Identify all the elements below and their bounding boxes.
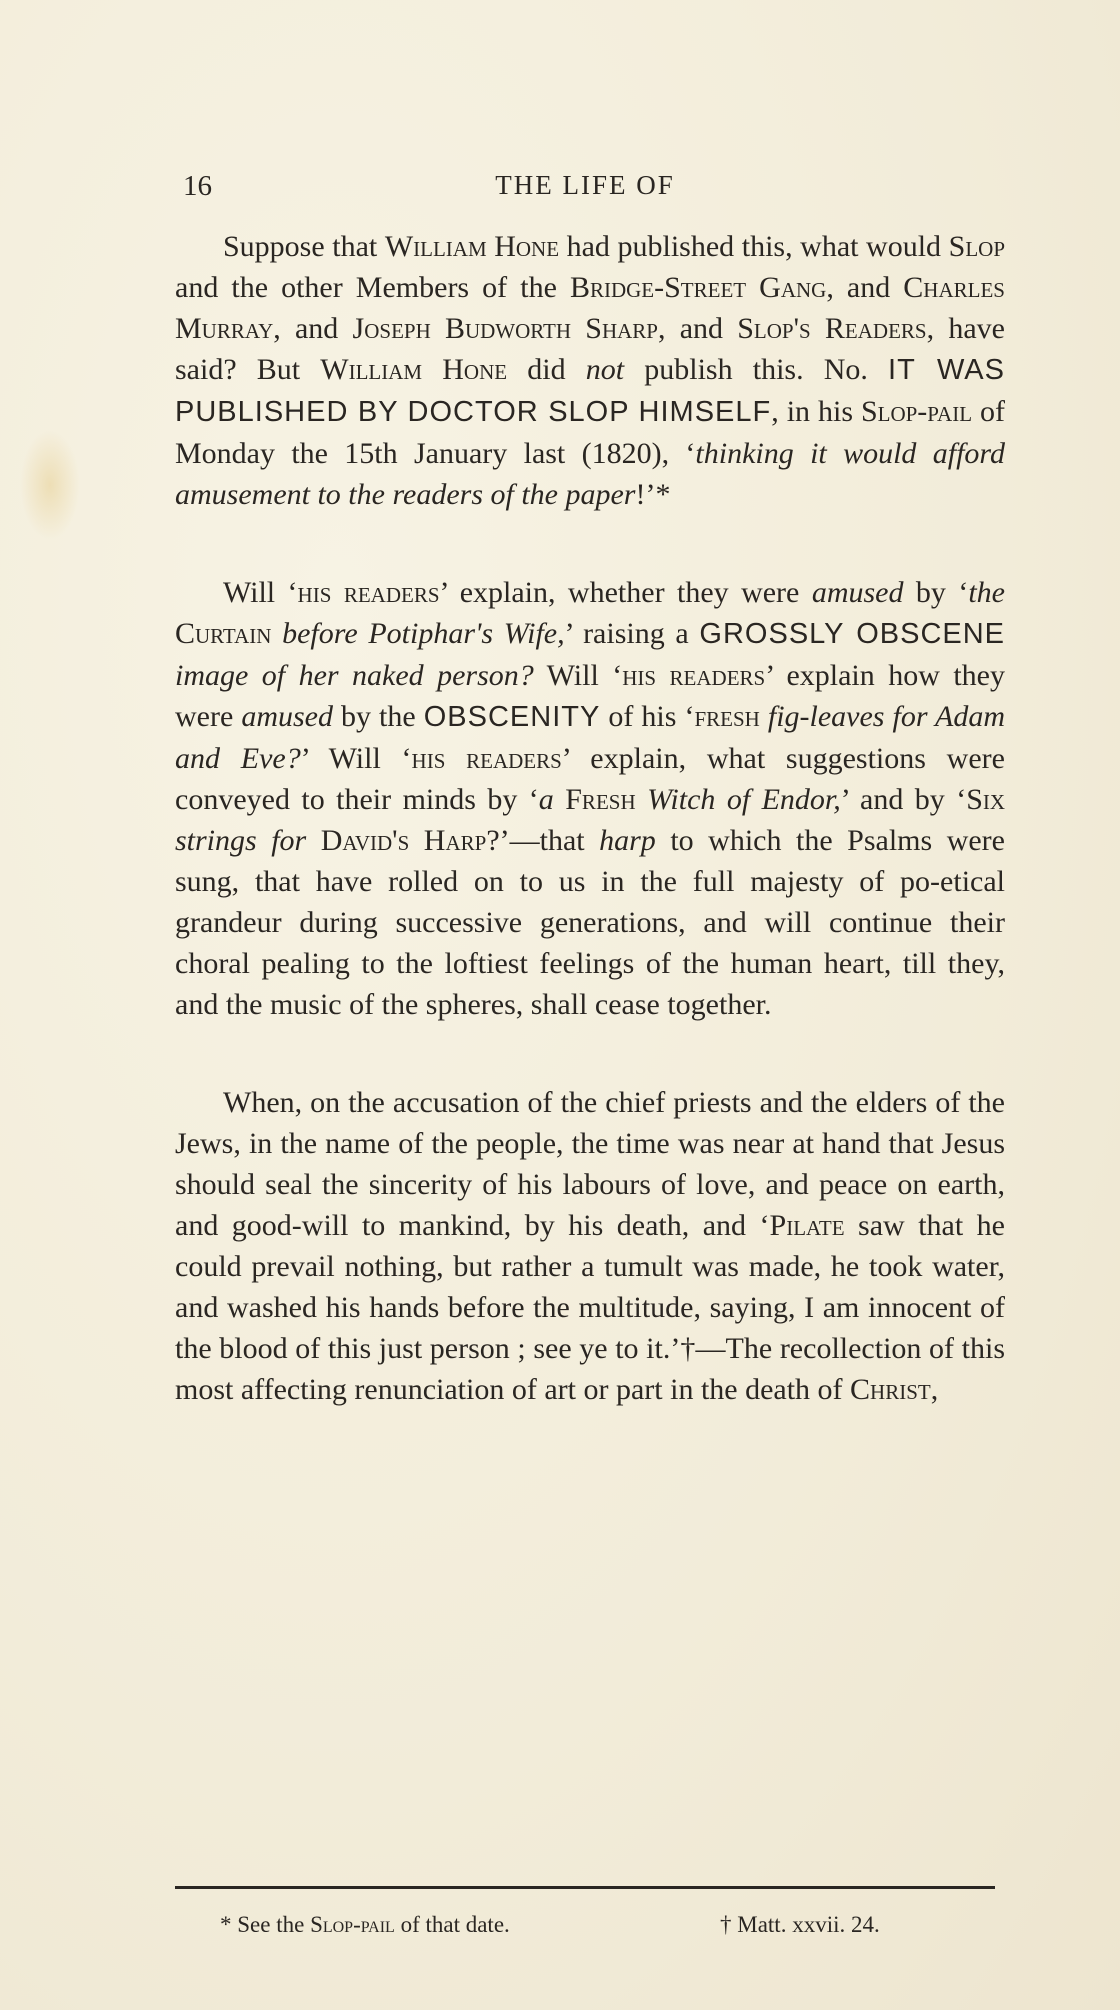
text	[271, 617, 282, 650]
emphasis: harp	[599, 824, 656, 857]
text: ’ explain, whether they were	[439, 576, 812, 609]
emphasis: Witch of Endor,	[647, 783, 841, 816]
text: saw that he could prevail nothing, but rather a tumult was made, he took water, and washed his hands before the multitude, saying, I am innocent of the blood of this just person ; see ye to it.’†—The recollection of this most affecting renunciation of art or part in the death of	[175, 1209, 1005, 1406]
text: and the other Members of the	[175, 271, 570, 304]
text: ’ raising a	[564, 617, 700, 650]
his-readers: his readers	[297, 576, 440, 609]
text	[554, 783, 565, 816]
text: publish this. No.	[624, 353, 889, 386]
text: had published this, what would	[559, 230, 949, 263]
text	[636, 783, 647, 816]
text: ’ explain, what suggestions were conveyed to their minds by ‘	[175, 742, 1005, 816]
running-head: THE LIFE OF	[495, 170, 675, 200]
emphasis: a	[538, 783, 554, 816]
text: !’*	[635, 478, 671, 511]
text: to which the Psalms were sung, that have rolled on to us in the full majesty of po-etical grandeur during successive generations, and will continue their choral pealing to the loftiest feelings of the human heart, till they, and the music of the spheres, shall cease together.	[175, 824, 1005, 1021]
emphasis: amused	[241, 700, 333, 733]
text: When, on the accusation of the chief priests and the elders of the Jews, in the name of the people, the time was near at hand that Jesus should seal the sincerity of his labours of love, and peace on earth, and good-will to mankind, by his death, and ‘	[175, 1086, 1005, 1242]
text: of Monday the 15th January last (1820), ‘	[175, 395, 1005, 470]
text	[306, 824, 321, 857]
name-joseph-budworth-sharp: Joseph Budworth Sharp	[352, 312, 658, 345]
footnote-rule	[175, 1886, 995, 1889]
emphasis: strings for	[175, 824, 307, 857]
text: , have said? But	[175, 312, 1005, 386]
paragraph-1	[175, 226, 1005, 515]
text: of that date.	[394, 1912, 510, 1937]
his-readers: his readers	[411, 742, 562, 775]
text: , and	[657, 312, 738, 345]
text: Will ‘	[223, 576, 298, 609]
page-body	[175, 226, 1005, 1467]
name-slop: Slop	[948, 230, 1005, 263]
paragraph-3	[175, 1082, 1005, 1410]
emphasis: the	[968, 576, 1005, 609]
text: * See the	[220, 1912, 311, 1937]
name-william-hone: William Hone	[320, 353, 508, 386]
text: did	[507, 353, 586, 386]
footnote-1	[220, 1912, 510, 1938]
page-number: 16	[183, 170, 212, 202]
text: of his ‘	[600, 700, 695, 733]
fresh-small-caps: fresh	[694, 700, 760, 733]
text: Will ‘	[533, 659, 623, 692]
emphasis: image of her naked person?	[175, 659, 534, 692]
name-pilate: Pilate	[769, 1209, 845, 1242]
text	[760, 700, 768, 733]
name-charles-murray: Charles Murray	[175, 271, 1005, 345]
page-header	[175, 170, 995, 210]
caps-emphasis: GROSSLY OBSCENE	[699, 618, 1006, 650]
text: ’ Will ‘	[300, 742, 412, 775]
footnotes	[175, 1912, 995, 1952]
footnote-2: † Matt. xxvii. 24.	[720, 1912, 880, 1937]
name-william-hone: William Hone	[384, 230, 560, 263]
text: ,	[930, 1373, 939, 1406]
name-slops-readers: Slop's Readers	[737, 312, 927, 345]
text: ’ explain how they were	[175, 659, 1005, 733]
name-slop-pail: Slop-pail	[860, 395, 973, 428]
emphasis: fig-leaves for Adam and Eve?	[175, 700, 1006, 775]
six-small-caps: Six	[966, 783, 1006, 816]
text: by the	[332, 700, 424, 733]
name-davids-harp: David's Harp	[320, 824, 487, 857]
name-christ: Christ	[850, 1373, 931, 1406]
text: , and	[826, 271, 904, 304]
emphasis: thinking it would afford amusement to the readers of the paper	[175, 437, 1005, 511]
emphasis: amused	[811, 576, 904, 609]
emphasis: not	[585, 353, 625, 386]
text: , in his	[771, 395, 861, 428]
fresh-small-caps: Fresh	[565, 783, 636, 816]
text: Suppose that	[223, 230, 385, 263]
paragraph-2	[175, 572, 1005, 1025]
text: ’ and by ‘	[840, 783, 967, 816]
his-readers: his readers	[622, 659, 766, 692]
name-curtain: Curtain	[175, 617, 272, 650]
text: ?’—that	[486, 824, 600, 857]
text: by ‘	[903, 576, 969, 609]
text: , and	[273, 312, 353, 345]
emphasis: before Potiphar's Wife,	[282, 617, 565, 650]
name-slop-pail: Slop-pail	[310, 1912, 395, 1937]
paper-stain	[20, 430, 80, 540]
caps-emphasis: OBSCENITY	[423, 701, 601, 733]
caps-emphasis: IT WAS PUBLISHED BY DOCTOR SLOP HIMSELF	[175, 354, 1005, 428]
name-bridge-street-gang: Bridge-Street Gang	[569, 271, 827, 304]
